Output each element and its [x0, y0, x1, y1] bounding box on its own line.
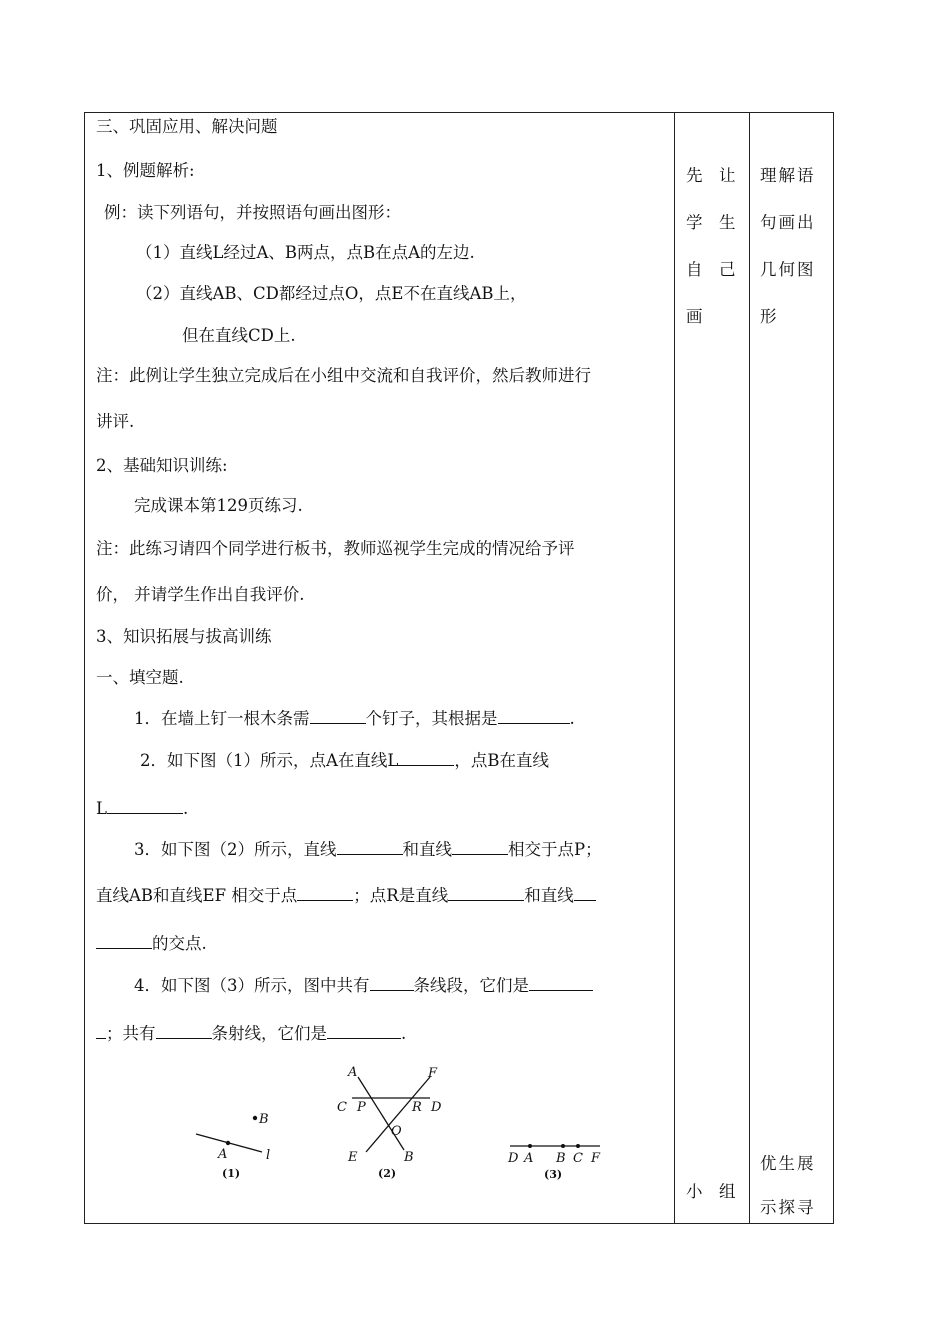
q4-text-b: 条线段，它们是	[413, 976, 529, 995]
col2-bottom: 小 组	[686, 1182, 736, 1201]
fig1-point-a	[226, 1141, 230, 1145]
col2-top-line-2: 学 生	[686, 213, 736, 232]
q4-blank-4[interactable]	[327, 1024, 401, 1039]
q3-text-g: 的交点.	[152, 934, 207, 953]
fig3-label-c: C	[573, 1151, 583, 1166]
col3-bottom-line-2: 示探寻	[760, 1198, 816, 1217]
section-title: 三、巩固应用、解决问题	[96, 117, 278, 136]
fig2-label-f: F	[428, 1066, 438, 1081]
fig2-label-d: D	[431, 1100, 442, 1115]
figures-diagram	[180, 1055, 640, 1190]
fig2-label-e: E	[348, 1150, 358, 1165]
fig1-label-l: l	[266, 1148, 271, 1163]
fig1-caption: (1)	[222, 1167, 241, 1180]
fig2-label-p: P	[357, 1100, 366, 1115]
question-4-cont	[96, 1024, 406, 1044]
question-3	[134, 840, 602, 860]
column-divider-2	[749, 112, 750, 1224]
q2-text-c: L	[96, 799, 107, 818]
q4-blank-2a[interactable]	[529, 976, 593, 991]
extend-heading: 3、知识拓展与拔高训练	[96, 627, 272, 646]
fig2-label-c: C	[337, 1100, 347, 1115]
col3-top-line-2: 句画出	[760, 213, 816, 232]
col2-top-line-4: 画	[686, 307, 703, 326]
q1-text-b: 个钉子，其根据是	[365, 709, 498, 728]
note-2-line-1: 注：此练习请四个同学进行板书，教师巡视学生完成的情况给予评	[96, 539, 575, 558]
example-item-2-cont: 但在直线CD上.	[182, 326, 296, 345]
q2-text-a: 2．如下图（1）所示，点A在直线L	[140, 751, 399, 770]
q4-text-d: 条射线，它们是	[211, 1024, 327, 1043]
question-1	[134, 709, 575, 729]
question-2-cont	[96, 799, 188, 819]
q4-text-c: ；共有	[106, 1024, 156, 1043]
fig3-label-a: A	[524, 1151, 534, 1166]
note-1-line-2: 讲评.	[96, 412, 135, 431]
q4-blank-2b[interactable]	[96, 1024, 106, 1039]
fig3-label-d: D	[508, 1151, 519, 1166]
q3-text-a: 3．如下图（2）所示，直线	[134, 840, 337, 859]
fig3-caption: (3)	[544, 1168, 563, 1181]
q3-text-d: 直线AB和直线EF 相交于点	[96, 886, 298, 905]
q1-blank-1[interactable]	[310, 709, 366, 724]
col3-top-line-4: 形	[760, 307, 779, 326]
fig2-label-r: R	[412, 1100, 422, 1115]
q3-text-f: 和直线	[524, 886, 574, 905]
example-prompt: 例：读下列语句，并按照语句画出图形：	[104, 203, 401, 222]
fig3-point-b	[561, 1144, 565, 1148]
col2-top-line-1: 先 让	[686, 166, 736, 185]
q3-blank-1[interactable]	[337, 840, 403, 855]
fig1-label-b: B	[259, 1112, 269, 1127]
col3-top-line-1: 理解语	[760, 166, 816, 185]
q2-text-b: ，点B在直线	[454, 751, 550, 770]
example-item-2: （2）直线AB、CD都经过点O，点E不在直线AB上，	[136, 284, 527, 303]
col3-bottom-line-1: 优生展	[760, 1154, 816, 1173]
q3-blank-4[interactable]	[448, 886, 524, 901]
q3-blank-3[interactable]	[297, 886, 353, 901]
example-heading: 1、例题解析:	[96, 161, 195, 180]
note-2-line-2: 价， 并请学生作出自我评价.	[96, 585, 305, 604]
q4-text-e: .	[401, 1024, 407, 1043]
fig2-label-o: O	[391, 1124, 402, 1139]
q4-blank-3[interactable]	[156, 1024, 212, 1039]
fig2-caption: (2)	[378, 1167, 397, 1180]
basic-heading: 2、基础知识训练:	[96, 456, 228, 475]
question-3-cont	[96, 886, 596, 906]
q3-text-b: 和直线	[402, 840, 452, 859]
fig2-label-b: B	[404, 1150, 414, 1165]
fig3-label-f: F	[591, 1151, 601, 1166]
column-divider-1	[674, 112, 675, 1224]
fig2-label-a: A	[348, 1065, 358, 1080]
fig3-label-b: B	[556, 1151, 566, 1166]
question-3-cont-2	[96, 934, 207, 954]
q3-blank-2[interactable]	[452, 840, 508, 855]
q3-text-c: 相交于点P；	[508, 840, 602, 859]
q2-blank-1[interactable]	[398, 751, 454, 766]
q2-text-d: .	[182, 799, 189, 818]
q1-blank-2[interactable]	[498, 709, 570, 724]
fig1-point-b	[253, 1116, 257, 1120]
question-2	[140, 751, 549, 771]
fill-heading: 一、填空题.	[96, 668, 184, 687]
q3-text-e: ；点R是直线	[353, 886, 449, 905]
q4-text-a: 4．如下图（3）所示，图中共有	[134, 976, 370, 995]
note-1-line-1: 注：此例让学生独立完成后在小组中交流和自我评价，然后教师进行	[96, 366, 591, 385]
q3-blank-5a[interactable]	[574, 886, 596, 901]
q2-blank-2[interactable]	[107, 799, 183, 814]
q4-blank-1[interactable]	[370, 976, 414, 991]
basic-task: 完成课本第129页练习.	[134, 496, 303, 515]
q1-text-c: .	[569, 709, 575, 728]
example-item-1: （1）直线L经过A、B两点，点B在点A的左边.	[136, 243, 475, 262]
fig3-point-a	[528, 1144, 532, 1148]
question-4	[134, 976, 593, 996]
fig1-label-a: A	[218, 1147, 228, 1162]
col3-top-line-3: 几何图	[760, 260, 816, 279]
fig3-point-c	[576, 1144, 580, 1148]
q3-blank-5b[interactable]	[96, 934, 152, 949]
col2-top-line-3: 自 己	[686, 260, 736, 279]
q1-text-a: 1．在墙上钉一根木条需	[134, 709, 310, 728]
